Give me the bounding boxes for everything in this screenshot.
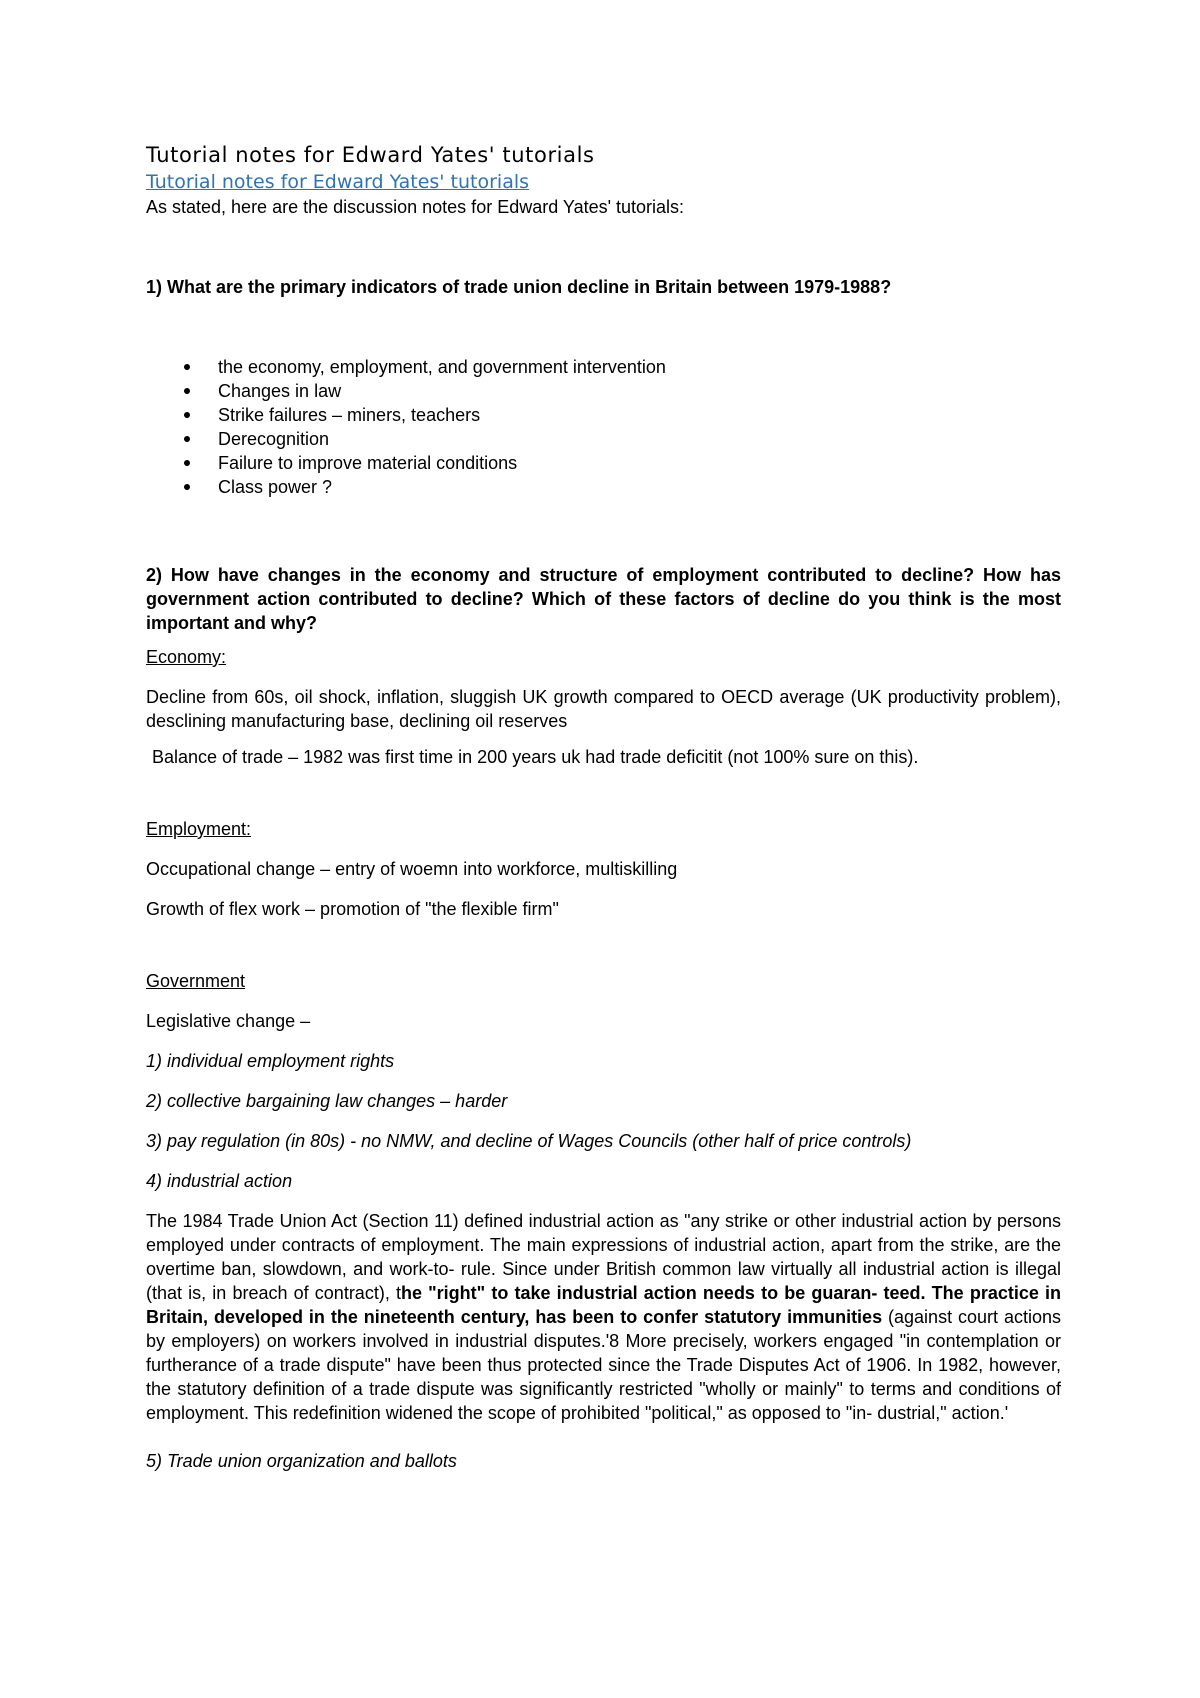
list-item: Changes in law	[146, 379, 666, 403]
list-item: the economy, employment, and government intervention	[146, 355, 666, 379]
industrial-action-quote: The 1984 Trade Union Act (Section 11) defined industrial action as "any strike or other industrial action by persons employed under contracts of employment. The main expressions of industrial action, apart from the strike, are the overtime ban, slowdown, and work-to- rule. Since under British common law virtually all industrial action is illegal (that is, in breach of contract), the "right" to take industrial action needs to be guaran- teed. The practice in Britain, developed in the nineteenth century, has been to confer statutory immunities (against court actions by employers) on workers involved in industrial disputes.'8 More precisely, workers engaged "in contemplation or furtherance of a trade dispute" have been thus protected since the Trade Disputes Act of 1906. In 1982, however, the statutory definition of a trade dispute was significantly restricted "wholly or mainly" to terms and conditions of employment. This redefinition widened the scope of prohibited "political," as opposed to "in- dustrial," action.'	[146, 1211, 1061, 1423]
economy-paragraph-2: Balance of trade – 1982 was first time in 200 years uk had trade deficitit (not 100% sure on this).	[152, 747, 919, 767]
employment-heading: Employment:	[146, 819, 252, 839]
bullet-icon	[184, 460, 190, 466]
government-item-4: 4) industrial action	[146, 1171, 293, 1191]
list-item: Strike failures – miners, teachers	[146, 403, 666, 427]
government-item-2: 2) collective bargaining law changes – harder	[146, 1091, 508, 1111]
list-item: Failure to improve material conditions	[146, 451, 666, 475]
bullet-icon	[184, 484, 190, 490]
bullet-icon	[184, 364, 190, 370]
bullet-icon	[184, 412, 190, 418]
list-item: Derecognition	[146, 427, 666, 451]
government-heading: Government	[146, 971, 246, 991]
question-1: 1) What are the primary indicators of trade union decline in Britain between 1979-1988?	[146, 277, 892, 297]
intro-text: As stated, here are the discussion notes for Edward Yates' tutorials:	[146, 197, 685, 217]
employment-paragraph-1: Occupational change – entry of woemn into workforce, multiskilling	[146, 859, 678, 879]
document-title: Tutorial notes for Edward Yates' tutorials	[146, 143, 595, 167]
economy-paragraph-1: Decline from 60s, oil shock, inflation, sluggish UK growth compared to OECD average (UK productivity problem), desclining manufacturing base, declining oil reserves	[146, 687, 1061, 731]
bullet-icon	[184, 436, 190, 442]
legislative-change: Legislative change –	[146, 1011, 311, 1031]
question-2: 2) How have changes in the economy and structure of employment contributed to decline? How has government action contributed to decline? Which of these factors of decline do you think is the most important and why?	[146, 565, 1061, 633]
list-item: Class power ?	[146, 475, 666, 499]
document-title-link[interactable]: Tutorial notes for Edward Yates' tutorials	[146, 171, 530, 193]
government-item-1: 1) individual employment rights	[146, 1051, 395, 1071]
government-item-5: 5) Trade union organization and ballots	[146, 1451, 457, 1471]
government-item-3: 3) pay regulation (in 80s) - no NMW, and decline of Wages Councils (other half of price controls)	[146, 1131, 912, 1151]
document-page	[146, 140, 1061, 1471]
economy-heading: Economy:	[146, 647, 227, 667]
indicator-list	[146, 355, 666, 499]
employment-paragraph-2: Growth of flex work – promotion of "the flexible firm"	[146, 899, 559, 919]
bullet-icon	[184, 388, 190, 394]
